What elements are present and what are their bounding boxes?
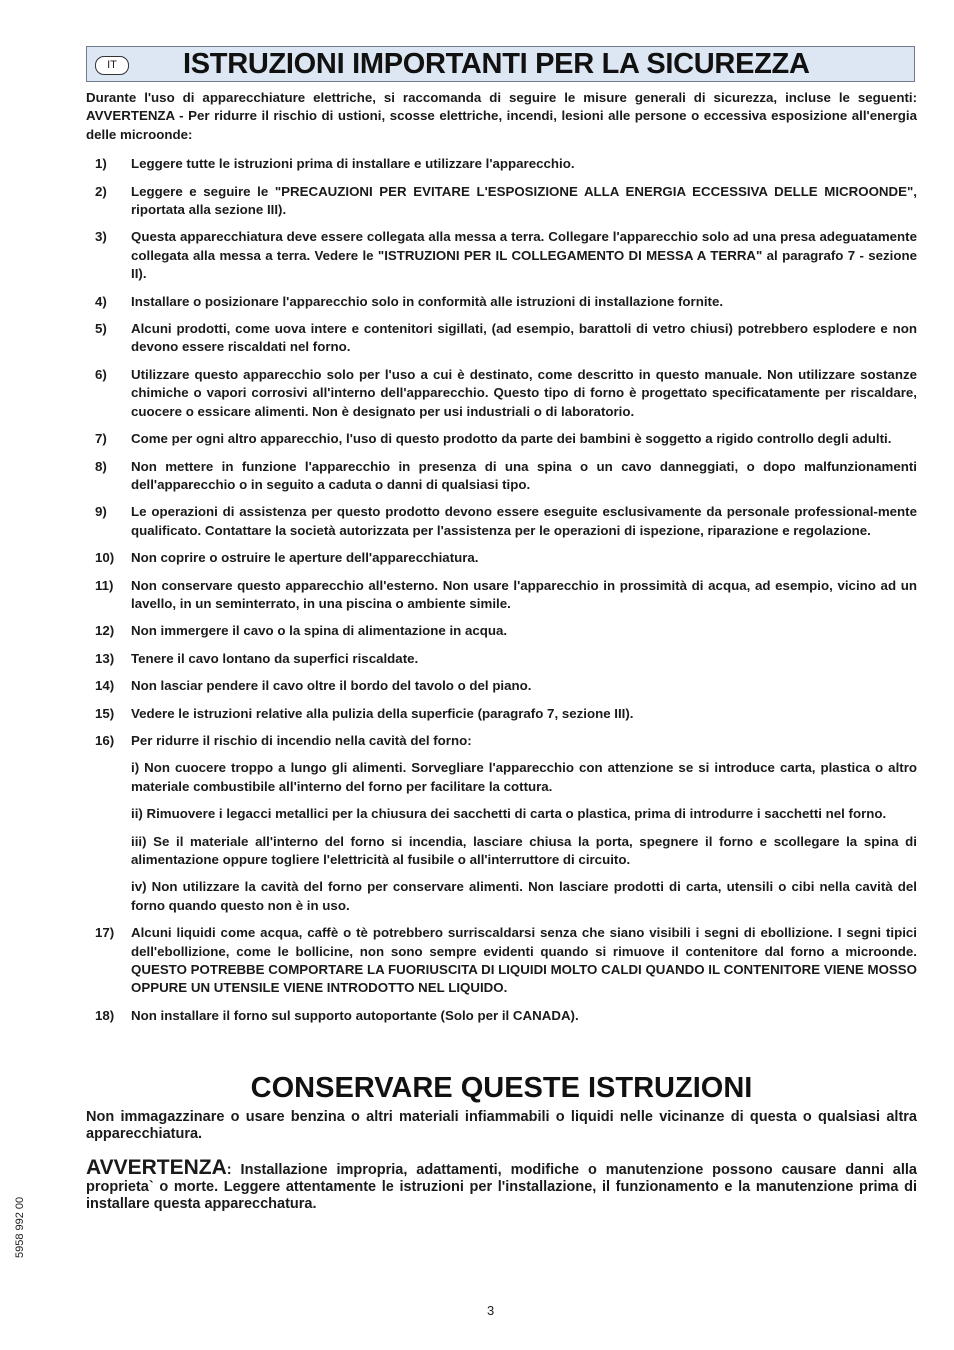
section-title: CONSERVARE QUESTE ISTRUZIONI [250,1072,753,1104]
document-code: 5958 992 00 [14,1196,26,1258]
list-item [86,622,917,640]
item-text: Leggere e seguire le "PRECAUZIONI PER EVITARE L'ESPOSIZIONE ALLA ENERGIA ECCESSIVA DELLE MICROONDE", riportata alla sezione III). [131,183,917,218]
item-text: Utilizzare questo apparecchio solo per l'uso a cui è destinato, come descritto in questo manuale. Non utilizzare sostanze chimiche o vapori corrosivi all'interno dell'apparecchio. Questo tipo di forno è progettato specificatamente per riscaldare, cuocere o essicare alimenti. Non è designato per usi industriali o di laboratorio. [131,366,917,419]
sub-item: iii) Se il materiale all'interno del forno si incendia, lasciare chiusa la porta, spegnere il forno e scollegare la spina di alimentazione oppure togliere l'elettricità al fusibile o all'interruttore di circuito. [131,833,917,867]
list-item [86,650,917,668]
item-number: 15) [95,705,115,721]
language-badge: IT [95,56,129,75]
list-item [86,705,917,723]
list-item [86,183,917,220]
item-number: 10) [95,550,115,566]
item-text: Le operazioni di assistenza per questo prodotto devono essere eseguite esclusivamente da personale professional-mente qualificato. Contattare la società autorizzata per l'assistenza per le operazioni di ispezione, riparazione e regolazione. [131,504,917,538]
item-text: Per ridurre il rischio di incendio nella cavità del forno: [131,732,472,748]
warning-colon: : [226,1162,232,1178]
item-number: 7) [95,431,107,447]
list-item [86,458,917,495]
item-text: Leggere tutte le istruzioni prima di installare e utilizzare l'apparecchio. [131,156,575,172]
item-number: 11) [95,577,114,593]
item-number: 14) [95,678,115,694]
list-item [86,155,917,173]
item-number: 1) [95,156,107,172]
intro-paragraph: Durante l'uso di apparecchiature elettriche, si raccomanda di seguire le misure generali di sicurezza, incluse le seguenti: AVVERTENZA - Per ridurre il rischio di ustioni, scosse elettriche, incendi, lesioni alle persone o eccessiva esposizione all'energia delle microonde: [86,90,917,142]
sub-item: ii) Rimuovere i legacci metallici per la chiusura dei sacchetti di carta o plastica, prima di introdurre i sacchetti nel forno. [131,806,887,822]
item-number: 5) [95,321,107,337]
list-item [86,924,917,998]
item-text: Non conservare questo apparecchio all'esterno. Non usare l'apparecchio in prossimità di acqua, ad esempio, vicino ad un lavello, in un seminterrato, in una piscina o ambiente simile. [131,577,917,611]
item-number: 4) [95,293,107,309]
item-text: Questa apparecchiatura deve essere collegata alla messa a terra. Collegare l'apparecchio solo ad una presa adeguatamente collegata alla messa a terra. Vedere le "ISTRUZIONI PER IL COLLEGAMENTO DI MESSA A TERRA" al paragrafo 7 - sezione II). [131,229,917,282]
list-item [86,677,917,695]
item-text: Installare o posizionare l'apparecchio solo in conformità alle istruzioni di installazione fornite. [131,293,724,309]
item-number: 6) [95,366,107,382]
item-text: Tenere il cavo lontano da superfici riscaldate. [131,650,419,666]
item-number: 8) [95,458,107,474]
sub-item: i) Non cuocere troppo a lungo gli alimenti. Sorvegliare l'apparecchio con attenzione se si introduce carta, plastica o altro materiale combustibile all'interno del forno per facilitare la cottura. [131,760,917,794]
warning-label: AVVERTENZA [86,1156,227,1179]
item-text: Come per ogni altro apparecchio, l'uso di questo prodotto da parte dei bambini è soggetto a rigido controllo degli adulti. [131,431,892,447]
item-number: 2) [95,183,107,199]
sub-item: iv) Non utilizzare la cavità del forno per conservare alimenti. Non lasciare prodotti di carta, utensili o cibi nella cavità del forno quando questo non è in uso. [131,879,917,913]
list-item [86,320,917,357]
item-text: Non mettere in funzione l'apparecchio in presenza di una spina o un cavo danneggiati, o dopo malfunzionamenti dell'apparecchio o in seguito a caduta o danni di qualsiasi tipo. [131,458,917,492]
item-number: 3) [95,229,107,245]
warning-paragraph [86,1156,917,1213]
item-text: Non lasciar pendere il cavo oltre il bordo del tavolo o del piano. [131,678,532,694]
item-text: Non immergere il cavo o la spina di alimentazione in acqua. [131,623,508,639]
list-item [86,228,917,283]
storage-paragraph: Non immagazzinare o usare benzina o altri materiali infiammabili o liquidi nelle vicinanze di questa o qualsiasi altra apparecchiatura. [86,1109,917,1142]
list-item [86,577,917,614]
item-number: 9) [95,504,107,520]
item-text: Non installare il forno sul supporto autoportante (Solo per il CANADA). [131,1007,579,1023]
page-title: ISTRUZIONI IMPORTANTI PER LA SICUREZZA [183,48,810,80]
item-number: 18) [95,1007,115,1023]
item-number: 17) [95,925,115,941]
list-item [86,293,917,311]
list-item [86,366,917,421]
item-text: Non coprire o ostruire le aperture dell'apparecchiatura. [131,550,479,566]
item-number: 16) [95,732,115,748]
page-number: 3 [487,1303,495,1318]
list-item [86,430,917,448]
list-item [86,732,917,915]
safety-list [86,155,917,1025]
item-text: Alcuni prodotti, come uova intere e contenitori sigillati, (ad esempio, barattoli di vetro chiusi) potrebbero esplodere e non devono essere riscaldati nel forno. [131,321,917,355]
safety-content [86,89,917,1034]
list-item [86,549,917,567]
list-item [86,503,917,540]
item-text: Alcuni liquidi come acqua, caffè o tè potrebbero surriscaldarsi senza che siano visibili i segni di ebollizione. I segni tipici dell'ebollizione, come le bollicine, non sono sempre evidenti quando si rimuove il contenitore dal forno a microonde. QUESTO POTREBBE COMPORTARE LA FUORIUSCITA DI LIQUIDI MOLTO CALDI QUANDO IL CONTENITORE VIENE MOSSO OPPURE UN UTENSILE VIENE INTRODOTTO NEL LIQUIDO. [131,925,917,996]
warning-text: Installazione impropria, adattamenti, modifiche o manutenzione possono causare danni alla proprieta` o morte. Leggere attentamente le istruzioni per l'installazione, il funzionamento e la manutenzione prima di installare questa apparecchatura. [86,1162,917,1212]
title-banner [86,46,915,82]
item-number: 12) [95,623,115,639]
item-number: 13) [95,650,115,666]
list-item [86,1007,917,1025]
item-text: Vedere le istruzioni relative alla pulizia della superficie (paragrafo 7, sezione III). [131,705,634,721]
